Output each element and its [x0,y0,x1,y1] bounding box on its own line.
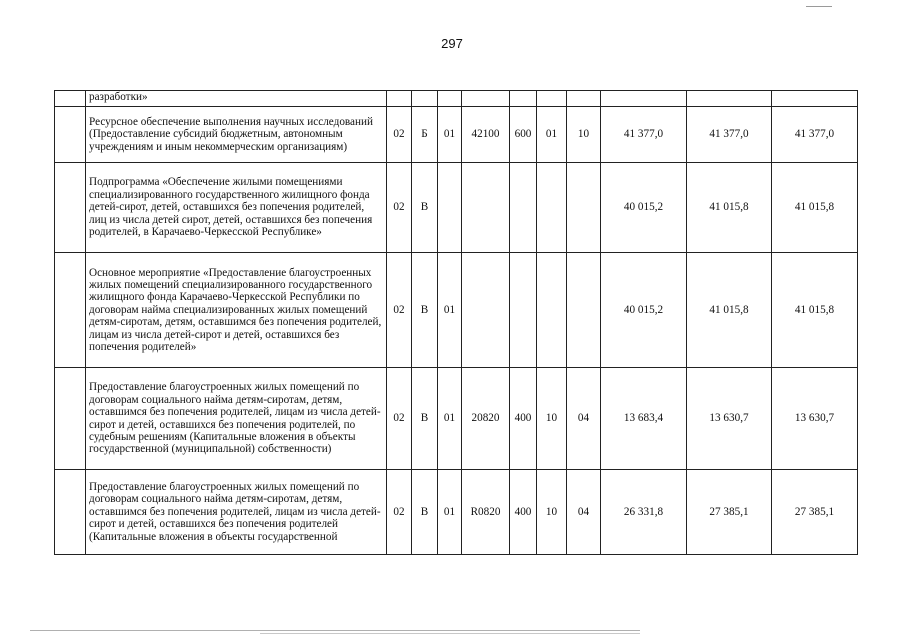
table-row [55,91,858,107]
subprogram-code-cell: В [412,163,438,253]
row-number-cell [55,253,86,368]
subsection-cell [567,163,601,253]
page-number: 297 [441,36,463,51]
section-cell: 10 [537,470,567,555]
row-number-cell [55,107,86,163]
expense-type-cell [510,253,537,368]
subprogram-code-cell: В [412,470,438,555]
amount-year-3-cell: 41 377,0 [772,107,858,163]
activity-code-cell: 01 [438,368,462,470]
description-cell: Ресурсное обеспечение выполнения научных исследований (Предоставление субсидий бюджетным, автономным учреждениям и иным некоммерческим организациям) [86,107,387,163]
direction-code-cell: 42100 [462,107,510,163]
expense-type-cell [510,163,537,253]
program-code-cell [387,91,412,107]
table-row [55,368,858,470]
section-cell [537,163,567,253]
amount-year-1-cell: 41 377,0 [601,107,687,163]
description-cell: Основное мероприятие «Предоставление благоустроенных жилых помещений специализированного государственного жилищного фонда Карачаево-Черкесской Республики по договорам найма специализированных жилых помещений детям-сиротам, детям, оставшимся без попечения родителей, лицам из числа детей-сирот и детей, оставшихся без попечения родителей» [86,253,387,368]
amount-year-3-cell: 41 015,8 [772,253,858,368]
direction-code-cell [462,163,510,253]
amount-year-3-cell: 27 385,1 [772,470,858,555]
amount-year-1-cell: 40 015,2 [601,163,687,253]
subprogram-code-cell: В [412,368,438,470]
expense-type-cell: 400 [510,470,537,555]
subsection-cell [567,91,601,107]
direction-code-cell [462,91,510,107]
amount-year-3-cell [772,91,858,107]
program-code-cell: 02 [387,470,412,555]
table-row [55,253,858,368]
amount-year-2-cell: 27 385,1 [687,470,772,555]
activity-code-cell: 01 [438,107,462,163]
amount-year-3-cell: 13 630,7 [772,368,858,470]
table-row [55,470,858,555]
row-number-cell [55,368,86,470]
row-number-cell [55,91,86,107]
amount-year-2-cell: 41 015,8 [687,253,772,368]
section-cell: 01 [537,107,567,163]
table-row [55,107,858,163]
expense-type-cell [510,91,537,107]
amount-year-2-cell: 41 377,0 [687,107,772,163]
subsection-cell [567,253,601,368]
expense-type-cell: 600 [510,107,537,163]
row-number-cell [55,470,86,555]
description-cell: Подпрограмма «Обеспечение жилыми помещениями специализированного государственного жилищного фонда детей-сирот, детей, оставшихся без попечения родителей, лиц из числа детей сирот, детей, оставшихся без попечения родителей, в Карачаево-Черкесской Республике» [86,163,387,253]
description-cell: Предоставление благоустроенных жилых помещений по договорам социального найма детям-сиротам, детям, оставшимся без попечения родителей, лицам из числа детей-сирот и детей, оставшихся без попечения родителей (Капитальные вложения в объекты государственной [86,470,387,555]
direction-code-cell: 20820 [462,368,510,470]
activity-code-cell: 01 [438,470,462,555]
subprogram-code-cell: В [412,253,438,368]
section-cell [537,253,567,368]
description-cell: Предоставление благоустроенных жилых помещений по договорам социального найма детям-сиротам, детям, оставшимся без попечения родителей, лицам из числа детей-сирот и детей, оставшихся без попечения родителей, по судебным решениям (Капитальные вложения в объекты государственной (муниципальной) собственности) [86,368,387,470]
program-code-cell: 02 [387,253,412,368]
row-number-cell [55,163,86,253]
table-row [55,163,858,253]
direction-code-cell: R0820 [462,470,510,555]
activity-code-cell: 01 [438,253,462,368]
amount-year-2-cell: 41 015,8 [687,163,772,253]
bottom-rule [30,630,640,631]
activity-code-cell [438,163,462,253]
section-cell: 10 [537,368,567,470]
expense-type-cell: 400 [510,368,537,470]
amount-year-1-cell: 40 015,2 [601,253,687,368]
program-code-cell: 02 [387,163,412,253]
amount-year-3-cell: 41 015,8 [772,163,858,253]
section-cell [537,91,567,107]
amount-year-2-cell [687,91,772,107]
description-cell: разработки» [86,91,387,107]
program-code-cell: 02 [387,368,412,470]
budget-table [54,90,858,555]
amount-year-1-cell [601,91,687,107]
activity-code-cell [438,91,462,107]
subprogram-code-cell: Б [412,107,438,163]
subprogram-code-cell [412,91,438,107]
subsection-cell: 04 [567,470,601,555]
subsection-cell: 04 [567,368,601,470]
direction-code-cell [462,253,510,368]
amount-year-2-cell: 13 630,7 [687,368,772,470]
top-rule [806,6,832,7]
program-code-cell: 02 [387,107,412,163]
amount-year-1-cell: 13 683,4 [601,368,687,470]
bottom-rule-secondary [260,633,640,634]
amount-year-1-cell: 26 331,8 [601,470,687,555]
subsection-cell: 10 [567,107,601,163]
